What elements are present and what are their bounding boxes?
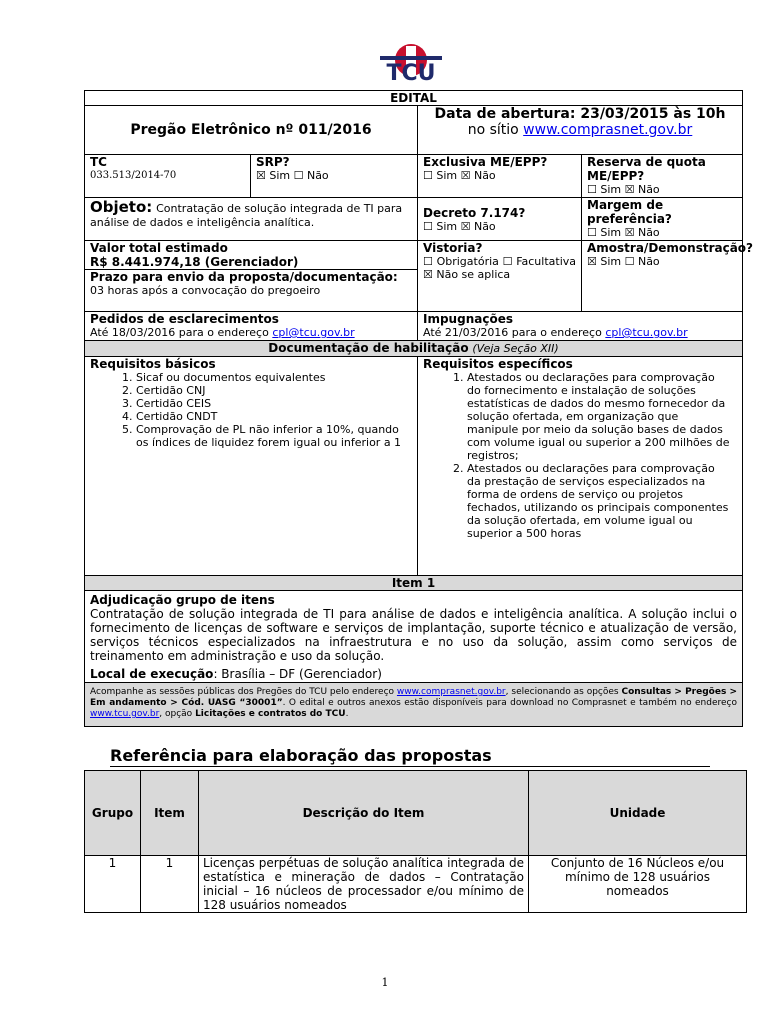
prazo-value: 03 horas após a convocação do pregoeiro — [90, 284, 321, 297]
vistoria-options[interactable]: ☐ Obrigatória ☐ Facultativa ☒ Não se aplica — [423, 255, 576, 281]
impugnacoes-text: Até 21/03/2016 para o endereço — [423, 326, 606, 339]
note-path: Consultas > Pregões > Em andamento > Cód. UASG “30001” — [90, 687, 737, 708]
list-item: 5. Comprovação de PL não inferior a 10%, quando os índices de liquidez forem igual ou inferior a 1 — [136, 423, 404, 449]
table-header-row — [85, 771, 747, 856]
referencia-title: Referência para elaboração das propostas — [110, 746, 492, 765]
objeto-label: Objeto: — [90, 198, 153, 216]
margem-label: Margem de preferência? — [587, 198, 672, 226]
note-text-1: Acompanhe as sessões públicas dos Pregões do TCU pelo endereço — [90, 687, 397, 697]
impugnacoes-label: Impugnações — [423, 312, 513, 326]
adjudicacao-text: Contratação de solução integrada de TI para análise de dados e inteligência analítica. A solução inclui o fornecimento de licenças de software e serviços de implantação, suporte técnico e atualização de versão, serviços técnicos especializados na infraestrutura e no uso da solução, assim como serviços de treinamento em administração e uso da solução. — [90, 607, 737, 663]
sitio-prefix: no sítio — [467, 122, 524, 138]
srp-label: SRP? — [256, 155, 290, 169]
list-item: 4. Certidão CNDT — [136, 410, 404, 423]
reserva-label: Reserva de quota ME/EPP? — [587, 155, 706, 183]
referencia-underline — [110, 766, 710, 767]
header-item: Item — [141, 771, 199, 856]
prazo-label: Prazo para envio da proposta/documentação: — [90, 270, 398, 284]
decreto-label: Decreto 7.174? — [423, 205, 526, 220]
data-abertura: Data de abertura: 23/03/2015 às 10h — [434, 106, 726, 122]
pedidos-text: Até 18/03/2016 para o endereço — [90, 326, 273, 339]
pregao-title: Pregão Eletrônico nº 011/2016 — [130, 122, 372, 138]
exclusiva-options[interactable]: ☐ Sim ☒ Não — [423, 169, 496, 182]
cell-grupo: 1 — [85, 856, 141, 913]
note-licitacoes: Licitações e contratos do TCU — [195, 709, 346, 719]
item-title: Item 1 — [391, 576, 436, 590]
edital-title: EDITAL — [390, 91, 437, 105]
requisitos-especificos-list — [423, 371, 737, 540]
pedidos-label: Pedidos de esclarecimentos — [90, 312, 279, 326]
note-tcu-link[interactable]: www.tcu.gov.br — [90, 709, 160, 719]
logo-text: TCU — [386, 61, 436, 86]
cell-item: 1 — [141, 856, 199, 913]
page-number: 1 — [381, 976, 389, 989]
adjudicacao-label: Adjudicação grupo de itens — [90, 593, 275, 607]
referencia-table — [84, 770, 747, 913]
list-item: 2. Atestados ou declarações para comprovação da prestação de serviços especializados na forma de ordens de serviço ou projetos fechados, utilizando os principais componentes da solução ofertada, em volume igual ou superior a 500 horas — [467, 462, 731, 540]
decreto-options[interactable]: ☐ Sim ☒ Não — [423, 219, 496, 233]
tc-label: TC — [90, 155, 107, 169]
srp-options[interactable]: ☒ Sim ☐ Não — [256, 169, 329, 182]
pedidos-email-link[interactable]: cpl@tcu.gov.br — [272, 326, 355, 339]
note-text-5: . — [345, 709, 349, 719]
amostra-label: Amostra/Demonstração? — [587, 241, 754, 255]
valor-value: R$ 8.441.974,18 (Gerenciador) — [90, 255, 299, 269]
local-label: Local de execução — [90, 667, 214, 681]
header-unidade: Unidade — [529, 771, 747, 856]
note-text-2: , selecionando as opções — [505, 687, 622, 697]
edital-table — [84, 90, 754, 727]
note-text-4: , opção — [159, 709, 196, 719]
note-text-3: . O edital e outros anexos estão disponíveis para download no Comprasnet e também no endereço — [282, 698, 737, 708]
cell-unidade: Conjunto de 16 Núcleos e/ou mínimo de 128 usuários nomeados — [529, 856, 747, 913]
table-row — [85, 856, 747, 913]
reserva-options[interactable]: ☐ Sim ☒ Não — [587, 183, 660, 196]
list-item: 1. Sicaf ou documentos equivalentes — [136, 371, 404, 384]
exclusiva-label: Exclusiva ME/EPP? — [423, 155, 548, 169]
requisitos-basicos-label: Requisitos básicos — [90, 357, 216, 371]
tcu-logo — [378, 40, 444, 86]
comprasnet-link[interactable]: www.comprasnet.gov.br — [523, 122, 693, 138]
margem-options[interactable]: ☐ Sim ☒ Não — [587, 226, 660, 239]
list-item: 2. Certidão CNJ — [136, 384, 404, 397]
requisitos-basicos-list — [90, 371, 412, 449]
header-descricao: Descrição do Item — [199, 771, 529, 856]
habilitacao-title: Documentação de habilitação — [268, 341, 469, 355]
note-comprasnet-link[interactable]: www.comprasnet.gov.br — [396, 687, 506, 697]
tc-value: 033.513/2014-70 — [90, 170, 177, 181]
valor-label: Valor total estimado — [90, 241, 228, 255]
requisitos-especificos-label: Requisitos específicos — [423, 357, 573, 371]
habilitacao-note: (Veja Seção XII) — [472, 342, 559, 355]
objeto-text: Contratação de solução integrada de TI para análise de dados e inteligência analítica. — [90, 202, 403, 229]
header-grupo: Grupo — [85, 771, 141, 856]
amostra-options[interactable]: ☒ Sim ☐ Não — [587, 255, 660, 268]
list-item: 1. Atestados ou declarações para comprovação do fornecimento e instalação de soluções estatísticas de dados do mesmo fornecedor da solução ofertada, em organização que manipule por meio da solução bases de dados com volume igual ou superior a 200 milhões de registros; — [467, 371, 731, 462]
vistoria-label: Vistoria? — [423, 241, 483, 255]
impugnacoes-email-link[interactable]: cpl@tcu.gov.br — [605, 326, 688, 339]
cell-descricao: Licenças perpétuas de solução analítica integrada de estatística e mineração de dados – Contratação inicial – 16 núcleos de processador e/ou mínimo de 128 usuários nomeados — [199, 856, 529, 913]
local-text: : Brasília – DF (Gerenciador) — [213, 667, 382, 681]
list-item: 3. Certidão CEIS — [136, 397, 404, 410]
edital-sheet — [84, 90, 754, 727]
